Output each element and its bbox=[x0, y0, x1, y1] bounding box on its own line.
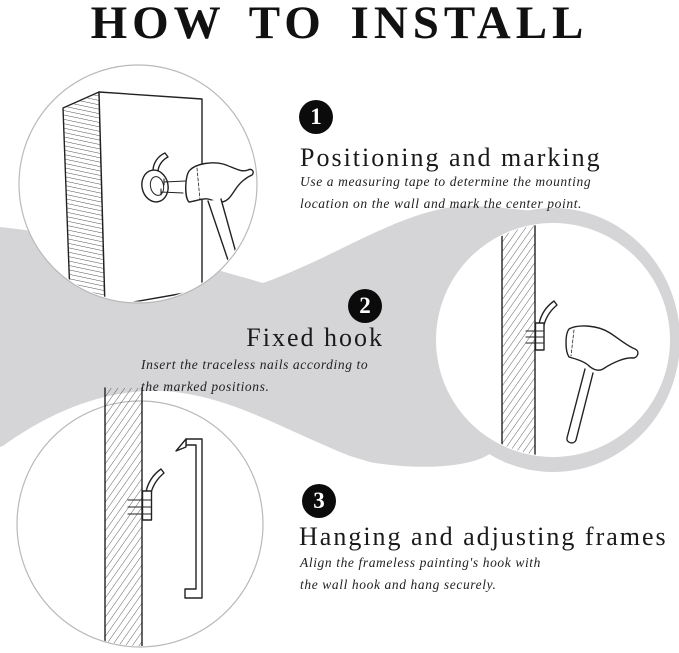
step-1-badge bbox=[299, 100, 333, 134]
wall-side-panel bbox=[63, 92, 105, 307]
step2-circle bbox=[436, 223, 670, 457]
step-3-heading: Hanging and adjusting frames bbox=[299, 522, 668, 551]
page-title: HOW TO INSTALL bbox=[90, 0, 589, 49]
step-3-badge bbox=[302, 484, 336, 518]
step-1-description-line1: Use a measuring tape to determine the mounting bbox=[300, 174, 592, 189]
step-2-badge bbox=[348, 289, 382, 323]
step-2-number: 2 bbox=[359, 293, 371, 318]
step-2-description bbox=[141, 354, 368, 398]
step-2-description-line2: the marked positions. bbox=[141, 379, 270, 394]
step-3-description-line1: Align the frameless painting's hook with bbox=[300, 555, 542, 570]
step-2-heading: Fixed hook bbox=[246, 323, 384, 352]
wall-section bbox=[105, 388, 142, 652]
step-3-description-line2: the wall hook and hang securely. bbox=[300, 577, 497, 592]
step-3-number: 3 bbox=[313, 488, 325, 513]
step-3-description bbox=[300, 552, 541, 596]
step-1-description bbox=[300, 171, 591, 215]
step-1-heading: Positioning and marking bbox=[300, 143, 602, 172]
step-1-number: 1 bbox=[310, 104, 322, 129]
step-2-description-line1: Insert the traceless nails according to bbox=[141, 357, 369, 372]
wall-section bbox=[502, 214, 535, 470]
step-1-description-line2: location on the wall and mark the center point. bbox=[300, 196, 583, 211]
